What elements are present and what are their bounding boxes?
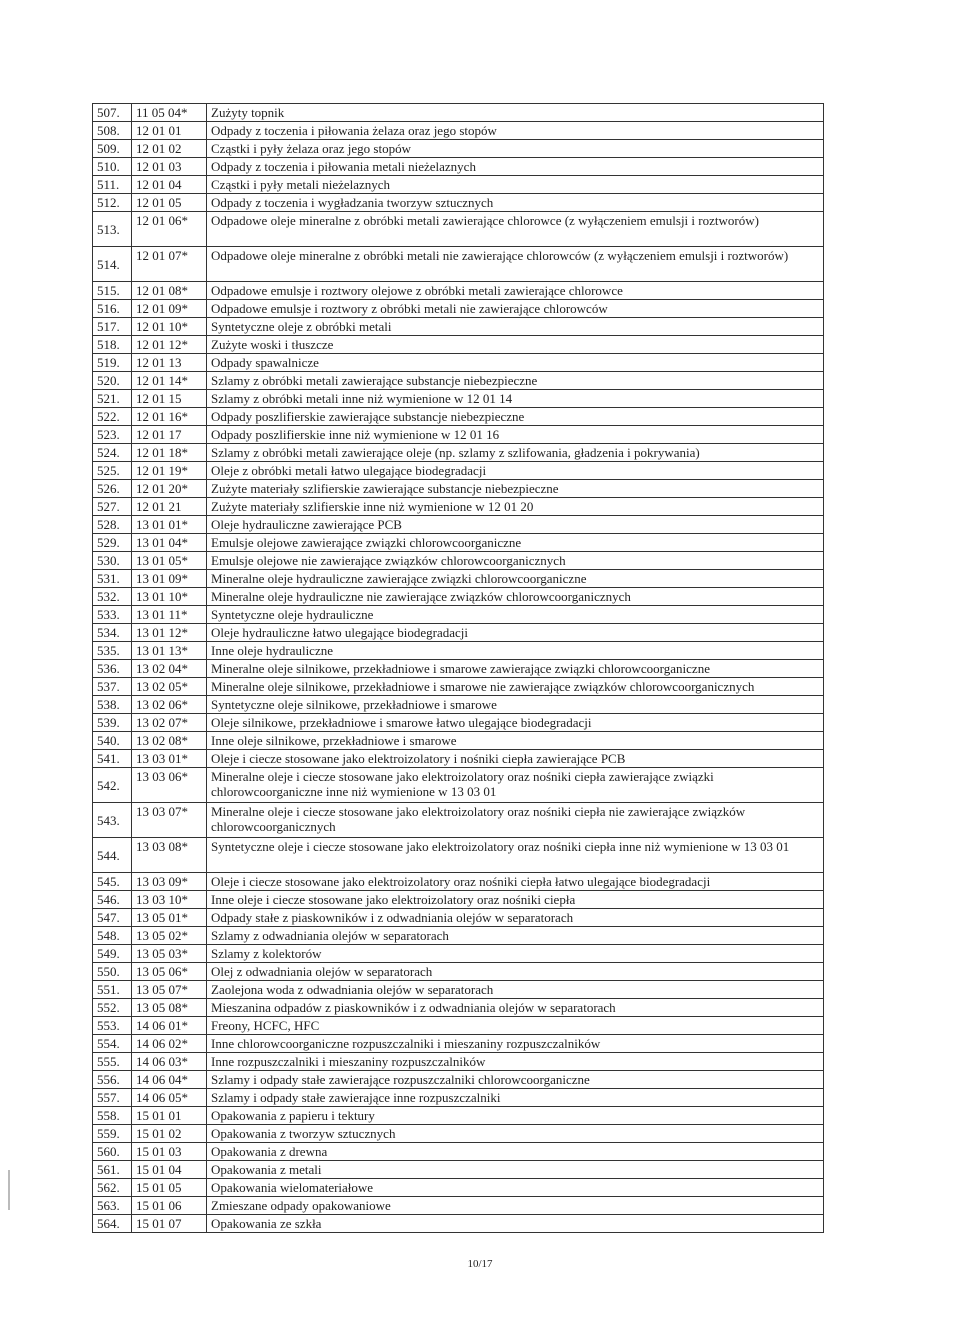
row-number: 526.	[93, 480, 132, 498]
table-row	[93, 570, 824, 588]
row-number: 548.	[93, 927, 132, 945]
waste-code: 12 01 06*	[132, 212, 207, 247]
waste-description: Syntetyczne oleje silnikowe, przekładniowe i smarowe	[207, 696, 824, 714]
waste-code: 13 01 10*	[132, 588, 207, 606]
waste-description: Oleje silnikowe, przekładniowe i smarowe łatwo ulegające biodegradacji	[207, 714, 824, 732]
row-number: 532.	[93, 588, 132, 606]
waste-code: 13 02 04*	[132, 660, 207, 678]
row-number: 513.	[93, 212, 132, 247]
waste-code: 15 01 05	[132, 1179, 207, 1197]
table-row	[93, 660, 824, 678]
waste-code: 13 01 13*	[132, 642, 207, 660]
scan-margin-mark	[4, 1170, 14, 1210]
waste-description: Odpady spawalnicze	[207, 354, 824, 372]
table-row	[93, 282, 824, 300]
table-row	[93, 891, 824, 909]
row-number: 557.	[93, 1089, 132, 1107]
waste-description: Odpady z toczenia i piłowania żelaza oraz jego stopów	[207, 122, 824, 140]
table-row	[93, 444, 824, 462]
table-row	[93, 1035, 824, 1053]
table-row	[93, 750, 824, 768]
table-row	[93, 981, 824, 999]
waste-description: Mineralne oleje hydrauliczne nie zawierające związków chlorowcoorganicznych	[207, 588, 824, 606]
waste-code: 12 01 04	[132, 176, 207, 194]
row-number: 559.	[93, 1125, 132, 1143]
waste-code: 12 01 21	[132, 498, 207, 516]
row-number: 540.	[93, 732, 132, 750]
table-row	[93, 1215, 824, 1233]
row-number: 546.	[93, 891, 132, 909]
waste-description: Zużyte woski i tłuszcze	[207, 336, 824, 354]
row-number: 554.	[93, 1035, 132, 1053]
waste-description: Mineralne oleje hydrauliczne zawierające związki chlorowcoorganiczne	[207, 570, 824, 588]
row-number: 542.	[93, 768, 132, 803]
row-number: 547.	[93, 909, 132, 927]
row-number: 544.	[93, 838, 132, 873]
table-row	[93, 1071, 824, 1089]
waste-code: 12 01 13	[132, 354, 207, 372]
waste-code: 13 01 01*	[132, 516, 207, 534]
waste-code: 13 03 10*	[132, 891, 207, 909]
table-row	[93, 1053, 824, 1071]
waste-code: 14 06 05*	[132, 1089, 207, 1107]
row-number: 533.	[93, 606, 132, 624]
waste-code: 13 05 07*	[132, 981, 207, 999]
table-row	[93, 624, 824, 642]
waste-code: 12 01 01	[132, 122, 207, 140]
waste-description: Zużyte materiały szlifierskie zawierające substancje niebezpieczne	[207, 480, 824, 498]
row-number: 517.	[93, 318, 132, 336]
table-row	[93, 588, 824, 606]
waste-code: 13 02 07*	[132, 714, 207, 732]
waste-description: Cząstki i pyły metali nieżelaznych	[207, 176, 824, 194]
row-number: 531.	[93, 570, 132, 588]
waste-code: 12 01 16*	[132, 408, 207, 426]
waste-code: 15 01 02	[132, 1125, 207, 1143]
table-row	[93, 534, 824, 552]
waste-code: 12 01 10*	[132, 318, 207, 336]
table-row	[93, 140, 824, 158]
row-number: 553.	[93, 1017, 132, 1035]
waste-code: 12 01 17	[132, 426, 207, 444]
waste-code: 12 01 09*	[132, 300, 207, 318]
row-number: 522.	[93, 408, 132, 426]
waste-table-body	[93, 104, 824, 1233]
table-row	[93, 1107, 824, 1125]
table-row	[93, 714, 824, 732]
waste-description: Inne oleje silnikowe, przekładniowe i smarowe	[207, 732, 824, 750]
waste-code: 14 06 03*	[132, 1053, 207, 1071]
waste-description: Szlamy z obróbki metali zawierające oleje (np. szlamy z szlifowania, gładzenia i pokrywania)	[207, 444, 824, 462]
waste-description: Szlamy i odpady stałe zawierające rozpuszczalniki chlorowcoorganiczne	[207, 1071, 824, 1089]
waste-description: Freony, HCFC, HFC	[207, 1017, 824, 1035]
waste-description: Mineralne oleje i ciecze stosowane jako elektroizolatory oraz nośniki ciepła nie zawierające związków chlorowcoorganicznych	[207, 803, 824, 838]
table-row	[93, 158, 824, 176]
waste-code: 13 02 06*	[132, 696, 207, 714]
waste-code: 12 01 18*	[132, 444, 207, 462]
waste-code: 14 06 01*	[132, 1017, 207, 1035]
row-number: 530.	[93, 552, 132, 570]
waste-description: Opakowania z tworzyw sztucznych	[207, 1125, 824, 1143]
table-row	[93, 768, 824, 803]
waste-description: Opakowania z drewna	[207, 1143, 824, 1161]
table-row	[93, 408, 824, 426]
table-row	[93, 803, 824, 838]
row-number: 511.	[93, 176, 132, 194]
waste-description: Szlamy z obróbki metali inne niż wymienione w 12 01 14	[207, 390, 824, 408]
waste-description: Odpadowe oleje mineralne z obróbki metali nie zawierające chlorowców (z wyłączeniem emulsji i roztworów)	[207, 247, 824, 282]
row-number: 541.	[93, 750, 132, 768]
row-number: 555.	[93, 1053, 132, 1071]
table-row	[93, 696, 824, 714]
waste-code: 12 01 03	[132, 158, 207, 176]
row-number: 525.	[93, 462, 132, 480]
waste-description: Inne chlorowcoorganiczne rozpuszczalniki i mieszaniny rozpuszczalników	[207, 1035, 824, 1053]
row-number: 561.	[93, 1161, 132, 1179]
table-row	[93, 1197, 824, 1215]
row-number: 518.	[93, 336, 132, 354]
waste-code: 11 05 04*	[132, 104, 207, 122]
waste-description: Odpadowe emulsje i roztwory olejowe z obróbki metali zawierające chlorowce	[207, 282, 824, 300]
waste-code: 13 03 09*	[132, 873, 207, 891]
waste-code: 12 01 15	[132, 390, 207, 408]
waste-description: Mieszanina odpadów z piaskowników i z odwadniania olejów w separatorach	[207, 999, 824, 1017]
table-row	[93, 1017, 824, 1035]
waste-description: Odpadowe emulsje i roztwory z obróbki metali nie zawierające chlorowców	[207, 300, 824, 318]
table-row	[93, 642, 824, 660]
row-number: 521.	[93, 390, 132, 408]
table-row	[93, 1143, 824, 1161]
waste-description: Syntetyczne oleje hydrauliczne	[207, 606, 824, 624]
table-row	[93, 1161, 824, 1179]
table-row	[93, 354, 824, 372]
table-row	[93, 104, 824, 122]
table-row	[93, 212, 824, 247]
waste-code: 13 05 01*	[132, 909, 207, 927]
waste-code: 15 01 04	[132, 1161, 207, 1179]
waste-code: 15 01 03	[132, 1143, 207, 1161]
waste-description: Szlamy i odpady stałe zawierające inne rozpuszczalniki	[207, 1089, 824, 1107]
waste-code: 13 03 07*	[132, 803, 207, 838]
row-number: 516.	[93, 300, 132, 318]
waste-description: Oleje i ciecze stosowane jako elektroizolatory oraz nośniki ciepła łatwo ulegające biodegradacji	[207, 873, 824, 891]
table-row	[93, 390, 824, 408]
row-number: 507.	[93, 104, 132, 122]
waste-description: Odpadowe oleje mineralne z obróbki metali zawierające chlorowce (z wyłączeniem emulsji i roztworów)	[207, 212, 824, 247]
waste-description: Szlamy z obróbki metali zawierające substancje niebezpieczne	[207, 372, 824, 390]
waste-description: Odpady stałe z piaskowników i z odwadniania olejów w separatorach	[207, 909, 824, 927]
waste-description: Odpady poszlifierskie zawierające substancje niebezpieczne	[207, 408, 824, 426]
waste-code: 13 01 12*	[132, 624, 207, 642]
table-row	[93, 426, 824, 444]
table-row	[93, 606, 824, 624]
row-number: 537.	[93, 678, 132, 696]
row-number: 514.	[93, 247, 132, 282]
table-row	[93, 247, 824, 282]
table-row	[93, 999, 824, 1017]
table-row	[93, 300, 824, 318]
waste-description: Syntetyczne oleje z obróbki metali	[207, 318, 824, 336]
waste-description: Olej z odwadniania olejów w separatorach	[207, 963, 824, 981]
waste-code: 12 01 19*	[132, 462, 207, 480]
table-row	[93, 552, 824, 570]
waste-description: Oleje i ciecze stosowane jako elektroizolatory i nośniki ciepła zawierające PCB	[207, 750, 824, 768]
waste-description: Inne oleje hydrauliczne	[207, 642, 824, 660]
table-row	[93, 732, 824, 750]
row-number: 508.	[93, 122, 132, 140]
table-row	[93, 336, 824, 354]
table-row	[93, 963, 824, 981]
table-row	[93, 909, 824, 927]
table-row	[93, 462, 824, 480]
waste-description: Oleje hydrauliczne zawierające PCB	[207, 516, 824, 534]
row-number: 510.	[93, 158, 132, 176]
row-number: 515.	[93, 282, 132, 300]
table-row	[93, 1125, 824, 1143]
table-row	[93, 176, 824, 194]
waste-code-table	[92, 103, 824, 1233]
waste-code: 12 01 14*	[132, 372, 207, 390]
waste-code: 13 02 05*	[132, 678, 207, 696]
waste-description: Opakowania ze szkła	[207, 1215, 824, 1233]
waste-code: 15 01 06	[132, 1197, 207, 1215]
waste-code: 13 01 05*	[132, 552, 207, 570]
table-row	[93, 945, 824, 963]
row-number: 551.	[93, 981, 132, 999]
waste-description: Oleje hydrauliczne łatwo ulegające biodegradacji	[207, 624, 824, 642]
waste-description: Inne oleje i ciecze stosowane jako elektroizolatory oraz nośniki ciepła	[207, 891, 824, 909]
table-row	[93, 498, 824, 516]
row-number: 527.	[93, 498, 132, 516]
waste-code: 12 01 20*	[132, 480, 207, 498]
row-number: 534.	[93, 624, 132, 642]
waste-code: 13 03 06*	[132, 768, 207, 803]
waste-description: Zmieszane odpady opakowaniowe	[207, 1197, 824, 1215]
table-row	[93, 372, 824, 390]
row-number: 538.	[93, 696, 132, 714]
row-number: 564.	[93, 1215, 132, 1233]
row-number: 550.	[93, 963, 132, 981]
waste-description: Zaolejona woda z odwadniania olejów w separatorach	[207, 981, 824, 999]
waste-code: 13 05 06*	[132, 963, 207, 981]
waste-code: 12 01 08*	[132, 282, 207, 300]
table-row	[93, 927, 824, 945]
table-row	[93, 1089, 824, 1107]
waste-description: Cząstki i pyły żelaza oraz jego stopów	[207, 140, 824, 158]
row-number: 545.	[93, 873, 132, 891]
row-number: 519.	[93, 354, 132, 372]
waste-code: 14 06 02*	[132, 1035, 207, 1053]
row-number: 543.	[93, 803, 132, 838]
table-row	[93, 194, 824, 212]
waste-code: 13 05 02*	[132, 927, 207, 945]
row-number: 535.	[93, 642, 132, 660]
waste-description: Odpady z toczenia i piłowania metali nieżelaznych	[207, 158, 824, 176]
waste-description: Zużyte materiały szlifierskie inne niż wymienione w 12 01 20	[207, 498, 824, 516]
waste-code: 13 01 04*	[132, 534, 207, 552]
table-row	[93, 873, 824, 891]
waste-code: 12 01 07*	[132, 247, 207, 282]
row-number: 524.	[93, 444, 132, 462]
row-number: 529.	[93, 534, 132, 552]
table-row	[93, 122, 824, 140]
waste-code: 13 03 08*	[132, 838, 207, 873]
row-number: 523.	[93, 426, 132, 444]
waste-code: 12 01 12*	[132, 336, 207, 354]
waste-description: Mineralne oleje silnikowe, przekładniowe i smarowe nie zawierające związków chlorowcoorganicznych	[207, 678, 824, 696]
table-row	[93, 480, 824, 498]
row-number: 560.	[93, 1143, 132, 1161]
waste-code: 12 01 02	[132, 140, 207, 158]
table-row	[93, 838, 824, 873]
waste-code: 13 01 09*	[132, 570, 207, 588]
row-number: 563.	[93, 1197, 132, 1215]
waste-code: 13 05 08*	[132, 999, 207, 1017]
row-number: 556.	[93, 1071, 132, 1089]
waste-description: Mineralne oleje i ciecze stosowane jako elektroizolatory oraz nośniki ciepła zawierające związki chlorowcoorganiczne inne niż wymienione w 13 03 01	[207, 768, 824, 803]
waste-description: Zużyty topnik	[207, 104, 824, 122]
row-number: 536.	[93, 660, 132, 678]
waste-description: Mineralne oleje silnikowe, przekładniowe i smarowe zawierające związki chlorowcoorganiczne	[207, 660, 824, 678]
waste-description: Odpady poszlifierskie inne niż wymienione w 12 01 16	[207, 426, 824, 444]
waste-description: Emulsje olejowe nie zawierające związków chlorowcoorganicznych	[207, 552, 824, 570]
row-number: 528.	[93, 516, 132, 534]
page-number: 10/17	[467, 1258, 493, 1270]
waste-code: 15 01 07	[132, 1215, 207, 1233]
row-number: 562.	[93, 1179, 132, 1197]
waste-description: Opakowania z metali	[207, 1161, 824, 1179]
waste-description: Opakowania wielomateriałowe	[207, 1179, 824, 1197]
waste-description: Opakowania z papieru i tektury	[207, 1107, 824, 1125]
waste-code: 13 03 01*	[132, 750, 207, 768]
row-number: 512.	[93, 194, 132, 212]
row-number: 539.	[93, 714, 132, 732]
table-row	[93, 678, 824, 696]
waste-code: 15 01 01	[132, 1107, 207, 1125]
row-number: 558.	[93, 1107, 132, 1125]
table-row	[93, 516, 824, 534]
waste-description: Szlamy z kolektorów	[207, 945, 824, 963]
waste-description: Odpady z toczenia i wygładzania tworzyw sztucznych	[207, 194, 824, 212]
waste-code: 13 02 08*	[132, 732, 207, 750]
waste-description: Emulsje olejowe zawierające związki chlorowcoorganiczne	[207, 534, 824, 552]
waste-description: Oleje z obróbki metali łatwo ulegające biodegradacji	[207, 462, 824, 480]
waste-code: 13 01 11*	[132, 606, 207, 624]
row-number: 509.	[93, 140, 132, 158]
waste-description: Syntetyczne oleje i ciecze stosowane jako elektroizolatory oraz nośniki ciepła inne niż wymienione w 13 03 01	[207, 838, 824, 873]
waste-description: Inne rozpuszczalniki i mieszaniny rozpuszczalników	[207, 1053, 824, 1071]
waste-description: Szlamy z odwadniania olejów w separatorach	[207, 927, 824, 945]
table-row	[93, 318, 824, 336]
table-row	[93, 1179, 824, 1197]
waste-code: 13 05 03*	[132, 945, 207, 963]
row-number: 552.	[93, 999, 132, 1017]
row-number: 520.	[93, 372, 132, 390]
row-number: 549.	[93, 945, 132, 963]
waste-code: 12 01 05	[132, 194, 207, 212]
waste-code: 14 06 04*	[132, 1071, 207, 1089]
